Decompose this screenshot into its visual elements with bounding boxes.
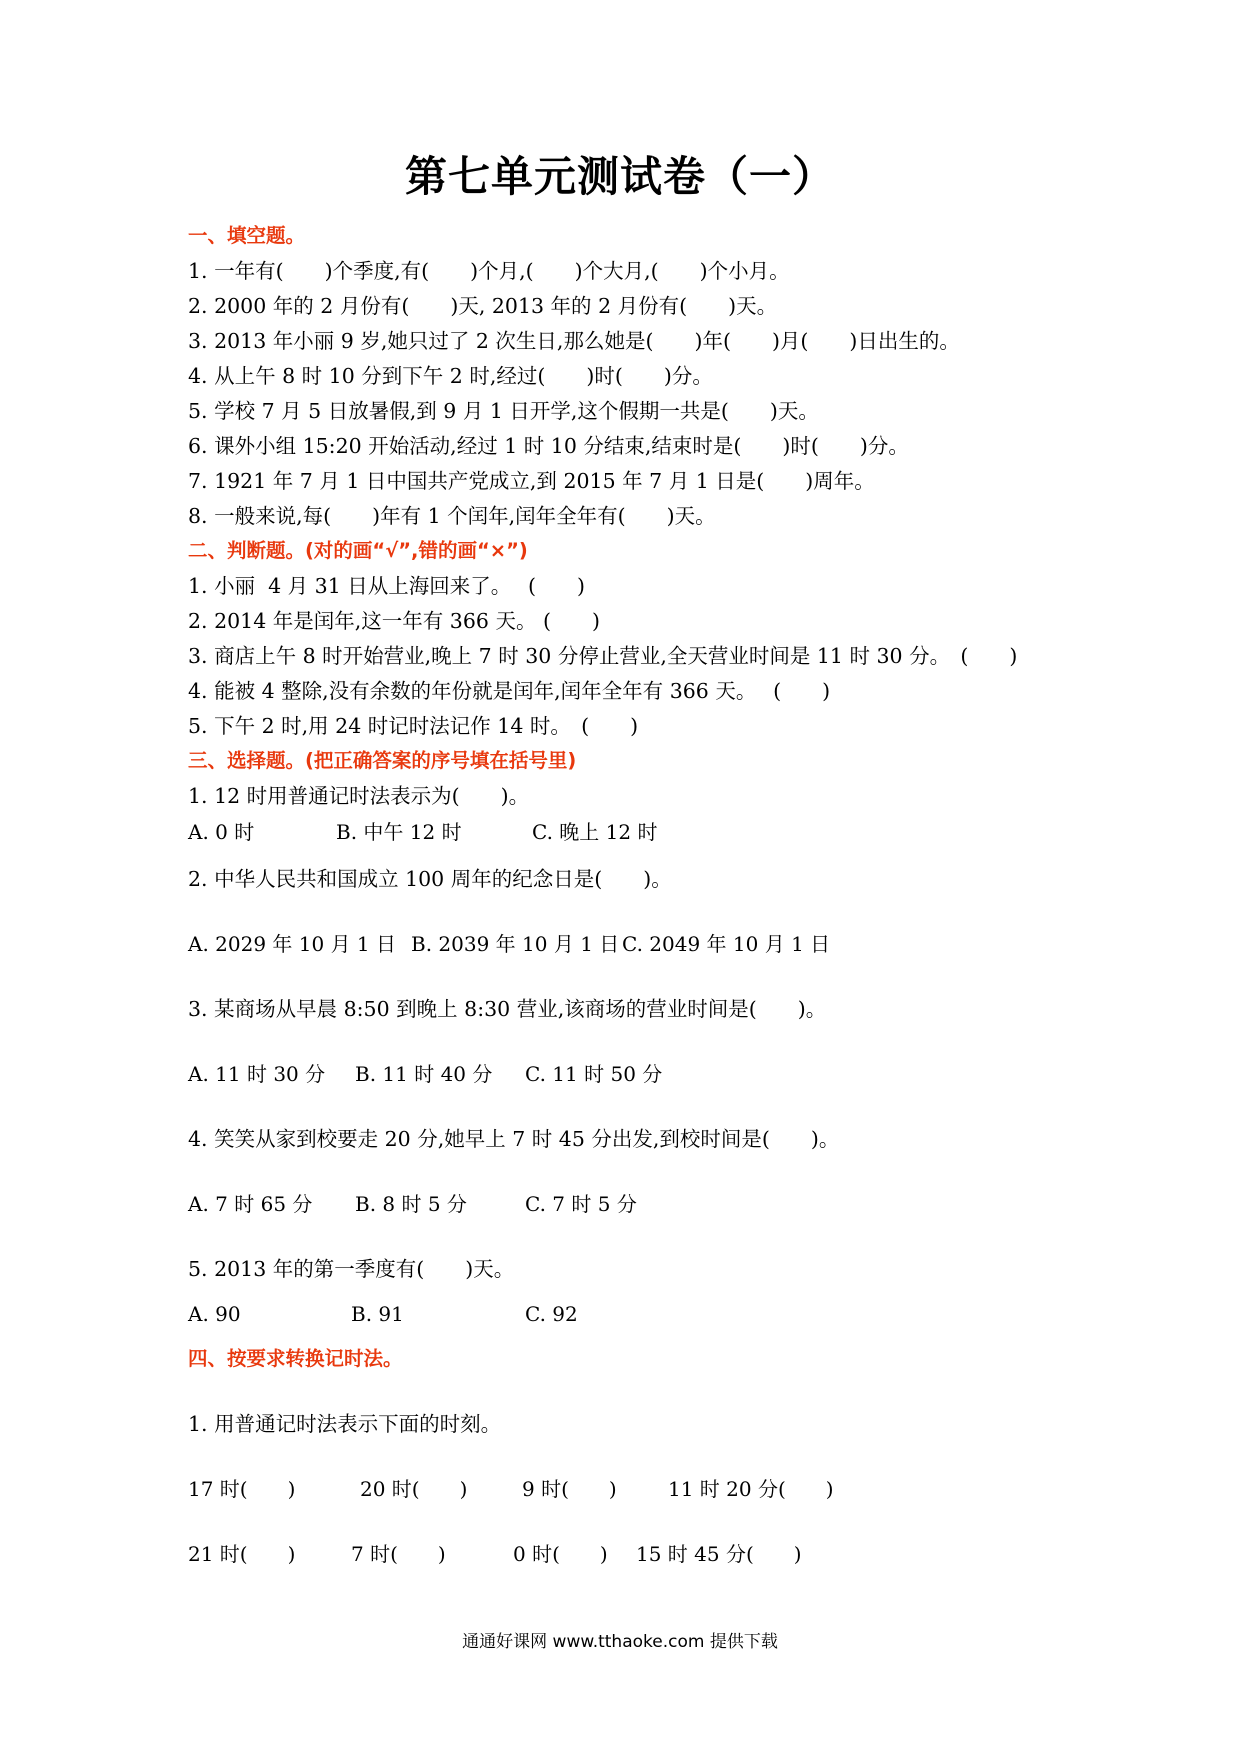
choice-question-4: 4. 笑笑从家到校要走 20 分,她早上 7 时 45 分出发,到校时间是( )。: [188, 1127, 840, 1151]
convert-row1-item: 11 时 20 分( ): [668, 1477, 834, 1501]
section-choice: 三、选择题。(把正确答案的序号填在括号里): [188, 749, 577, 772]
choice-3-option-a: A. 11 时 30 分: [188, 1062, 326, 1086]
judge-question-2: 2. 2014 年是闰年,这一年有 366 天。 ( ): [188, 609, 600, 633]
fill-question-6: 6. 课外小组 15:20 开始活动,经过 1 时 10 分结束,结束时是( )时( )分。: [188, 434, 909, 458]
choice-question-3: 3. 某商场从早晨 8:50 到晚上 8:30 营业,该商场的营业时间是( )。: [188, 997, 827, 1021]
fill-question-7: 7. 1921 年 7 月 1 日中国共产党成立,到 2015 年 7 月 1 日是( )周年。: [188, 469, 875, 493]
fill-question-2: 2. 2000 年的 2 月份有( )天, 2013 年的 2 月份有( )天。: [188, 294, 778, 318]
choice-1-option-c: C. 晚上 12 时: [532, 820, 658, 844]
choice-1-option-a: A. 0 时: [188, 820, 255, 844]
convert-row2-item: 7 时( ): [351, 1542, 446, 1566]
choice-question-2: 2. 中华人民共和国成立 100 周年的纪念日是( )。: [188, 867, 672, 891]
section-fill-blank: 一、填空题。: [188, 224, 306, 247]
page-title: 第七单元测试卷（一）: [404, 152, 835, 201]
judge-question-4: 4. 能被 4 整除,没有余数的年份就是闰年,闰年全年有 366 天。 ( ): [188, 679, 831, 703]
convert-row1-item: 20 时( ): [360, 1477, 468, 1501]
choice-5-option-b: B. 91: [351, 1302, 404, 1326]
choice-2-option-c: C. 2049 年 10 月 1 日: [622, 932, 831, 956]
convert-row2-item: 15 时 45 分( ): [636, 1542, 802, 1566]
judge-question-5: 5. 下午 2 时,用 24 时记时法记作 14 时。 ( ): [188, 714, 639, 738]
fill-question-3: 3. 2013 年小丽 9 岁,她只过了 2 次生日,那么她是( )年( )月( )日出生的。: [188, 329, 960, 353]
choice-4-option-c: C. 7 时 5 分: [525, 1192, 637, 1216]
choice-question-1: 1. 12 时用普通记时法表示为( )。: [188, 784, 530, 808]
convert-row1-item: 9 时( ): [522, 1477, 617, 1501]
fill-question-4: 4. 从上午 8 时 10 分到下午 2 时,经过( )时( )分。: [188, 364, 713, 388]
convert-row2-item: 0 时( ): [513, 1542, 608, 1566]
choice-4-option-a: A. 7 时 65 分: [188, 1192, 313, 1216]
judge-question-1: 1. 小丽 4 月 31 日从上海回来了。 ( ): [188, 574, 586, 598]
choice-1-option-b: B. 中午 12 时: [336, 820, 462, 844]
judge-question-3: 3. 商店上午 8 时开始营业,晚上 7 时 30 分停止营业,全天营业时间是 11 时 30 分。 ( ): [188, 644, 1018, 668]
choice-5-option-c: C. 92: [525, 1302, 578, 1326]
choice-2-option-b: B. 2039 年 10 月 1 日: [411, 932, 620, 956]
fill-question-1: 1. 一年有( )个季度,有( )个月,( )个大月,( )个小月。: [188, 259, 790, 283]
choice-3-option-c: C. 11 时 50 分: [525, 1062, 663, 1086]
fill-question-5: 5. 学校 7 月 5 日放暑假,到 9 月 1 日开学,这个假期一共是( )天。: [188, 399, 819, 423]
convert-question-1: 1. 用普通记时法表示下面的时刻。: [188, 1412, 502, 1436]
fill-question-8: 8. 一般来说,每( )年有 1 个闰年,闰年全年有( )天。: [188, 504, 716, 528]
footer-source: 通通好课网 www.tthaoke.com 提供下载: [462, 1632, 778, 1652]
convert-row1-item: 17 时( ): [188, 1477, 296, 1501]
choice-question-5: 5. 2013 年的第一季度有( )天。: [188, 1257, 515, 1281]
convert-row2-item: 21 时( ): [188, 1542, 296, 1566]
section-judge: 二、判断题。(对的画“√”,错的画“×”): [188, 539, 528, 562]
choice-3-option-b: B. 11 时 40 分: [355, 1062, 493, 1086]
choice-2-option-a: A. 2029 年 10 月 1 日: [188, 932, 397, 956]
choice-4-option-b: B. 8 时 5 分: [355, 1192, 467, 1216]
choice-5-option-a: A. 90: [188, 1302, 241, 1326]
section-convert: 四、按要求转换记时法。: [188, 1347, 403, 1370]
